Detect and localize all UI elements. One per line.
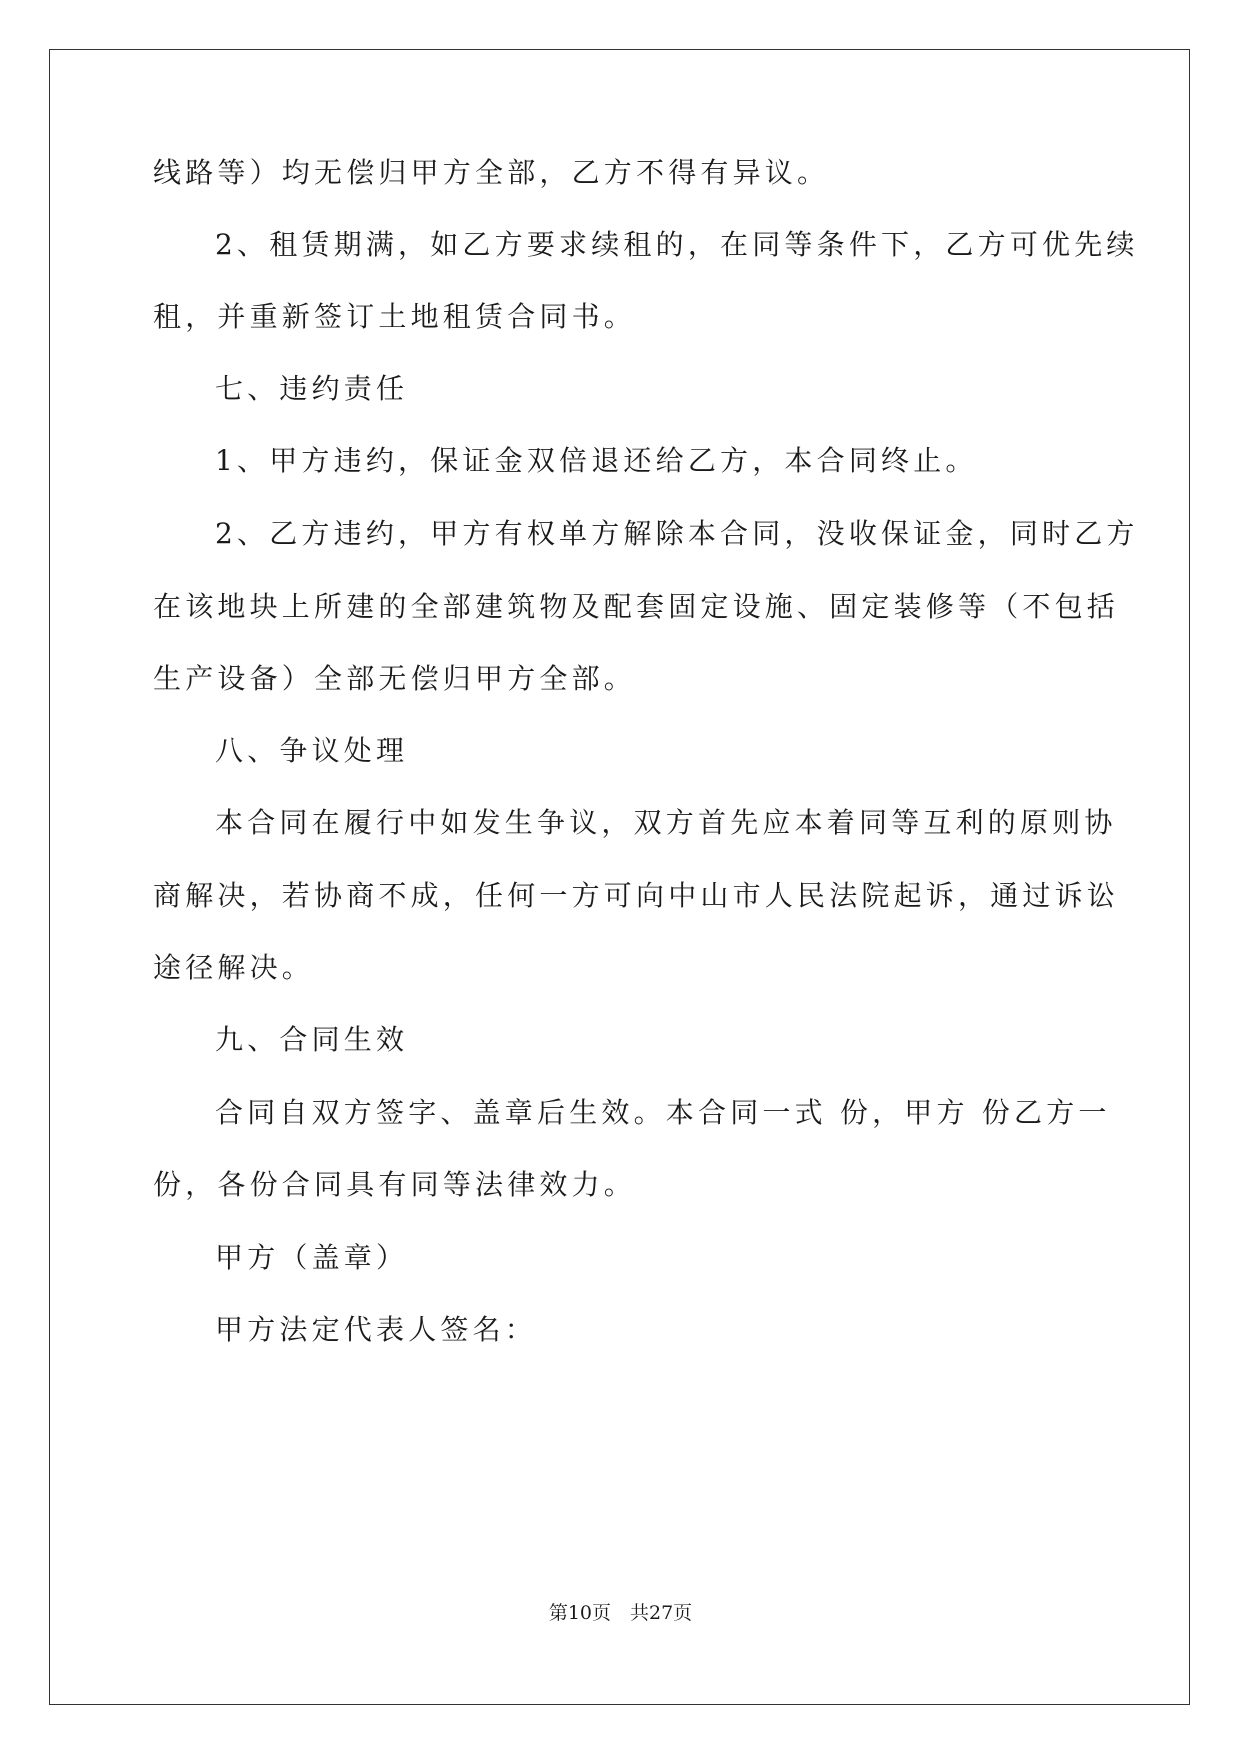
text-line: 在该地块上所建的全部建筑物及配套固定设施、固定装修等（不包括 (153, 590, 1120, 623)
section-heading: 九、合同生效 (215, 1023, 409, 1056)
section-heading: 七、违约责任 (215, 372, 409, 405)
text-line: 2、乙方违约，甲方有权单方解除本合同，没收保证金，同时乙方 (215, 517, 1139, 550)
page-footer (0, 1601, 1241, 1625)
text-line: 途径解决。 (153, 951, 315, 984)
text-line: 2、租赁期满，如乙方要求续租的，在同等条件下，乙方可优先续 (215, 228, 1139, 261)
text-line: 生产设备）全部无偿归甲方全部。 (153, 662, 637, 695)
text-line: 1、甲方违约，保证金双倍退还给乙方，本合同终止。 (215, 444, 978, 477)
text-line: 商解决，若协商不成，任何一方可向中山市人民法院起诉，通过诉讼 (153, 879, 1120, 912)
text-line: 线路等）均无偿归甲方全部，乙方不得有异议。 (153, 156, 830, 189)
signature-label: 甲方法定代表人签名： (215, 1313, 538, 1346)
text-line: 合同自双方签字、盖章后生效。本合同一式 份，甲方 份乙方一 (215, 1096, 1111, 1129)
text-line: 本合同在履行中如发生争议，双方首先应本着同等互利的原则协 (215, 806, 1117, 839)
section-heading: 八、争议处理 (215, 734, 409, 767)
page-number: 第10页 共27页 (548, 1602, 693, 1624)
text-line: 租，并重新签订土地租赁合同书。 (153, 300, 637, 333)
signature-label: 甲方（盖章） (215, 1241, 409, 1274)
text-line: 份，各份合同具有同等法律效力。 (153, 1168, 637, 1201)
